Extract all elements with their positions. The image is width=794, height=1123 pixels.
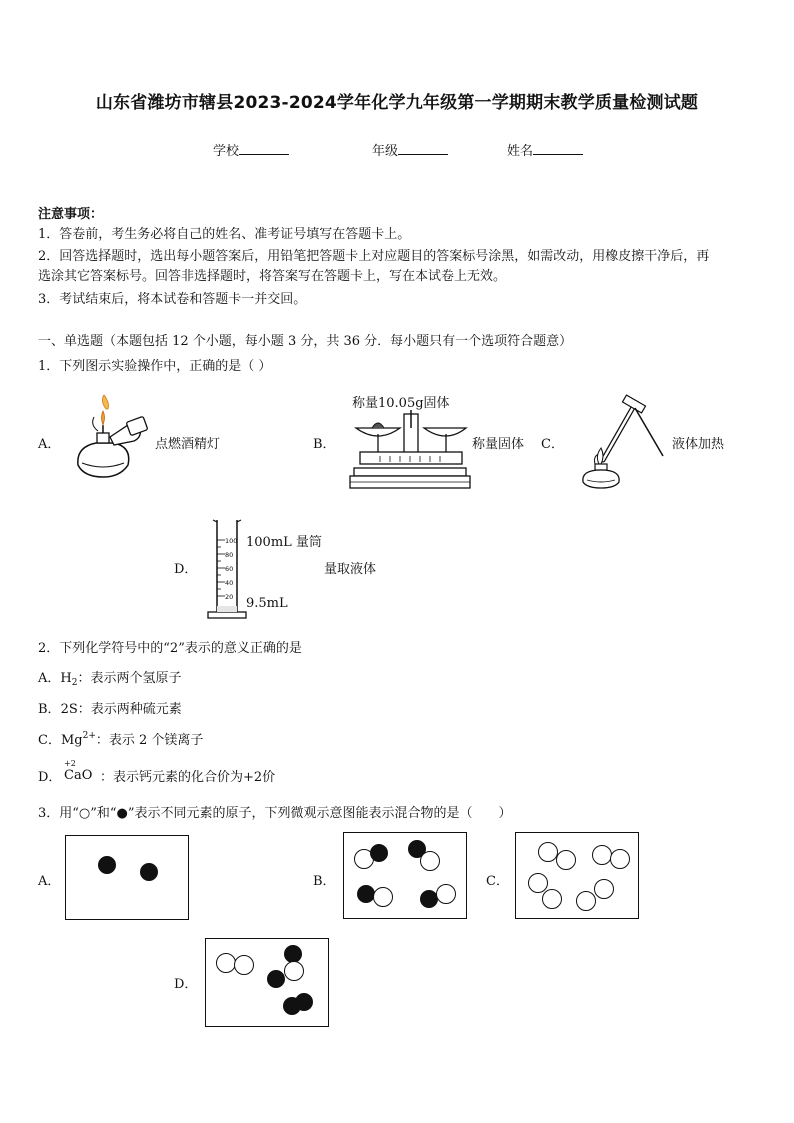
q3-c-letter: C．: [486, 874, 509, 889]
white-atom: [542, 889, 562, 909]
white-atom: [234, 955, 254, 975]
q3-b-letter: B．: [313, 874, 336, 889]
heating-test-tube-illustration: [575, 398, 670, 490]
note-item: 2．回答选择题时，选出每小题答案后，用铅笔把答题卡上对应题目的答案标号涂黑，如需改动，用橡皮擦干净后，再: [38, 249, 710, 264]
q2-a-letter: A．: [38, 671, 61, 686]
white-atom: [538, 842, 558, 862]
cyl-tick: 80: [225, 551, 234, 559]
q1-a-text: 点燃酒精灯: [155, 437, 221, 452]
balance-scale-illustration: [350, 408, 470, 493]
q1-c-text: 液体加热: [672, 437, 725, 452]
q3-a-letter: A．: [38, 874, 61, 889]
school-blank[interactable]: [239, 142, 289, 155]
cyl-tick: 100: [225, 537, 238, 545]
q1-d-letter: D．: [174, 562, 198, 577]
white-atom: [373, 887, 393, 907]
q3-a-diagram: [65, 835, 189, 920]
q2-a-symbol: H: [60, 671, 72, 686]
q2-d-symbol: CaO: [64, 768, 93, 783]
q2-c-text: ：表示 2 个镁离子: [95, 733, 204, 748]
black-atom: [140, 863, 158, 881]
grade-label: 年级: [372, 144, 399, 159]
name-field[interactable]: [507, 140, 583, 159]
school-field[interactable]: [213, 140, 289, 159]
note-item: 1．答卷前，考生务必将自己的姓名、准考证号填写在答题卡上。: [38, 227, 411, 242]
alcohol-lamp-illustration: [70, 395, 160, 485]
q3-c-diagram: [515, 832, 639, 919]
q1-d-label-volume: 100mL 量筒: [246, 535, 322, 550]
q3-stem: 3．用“○”和“●”表示不同元素的原子，下列微观示意图能表示混合物的是（ ）: [38, 806, 512, 821]
school-label: 学校: [213, 144, 240, 159]
white-atom: [420, 851, 440, 871]
q2-c-superscript: 2+: [82, 731, 96, 741]
black-atom: [98, 856, 116, 874]
white-atom: [576, 891, 596, 911]
graduated-cylinder-illustration: [205, 516, 250, 620]
q1-d-label-reading: 9.5mL: [246, 596, 288, 611]
q2-option-d: [38, 766, 61, 785]
q2-option-c: [38, 729, 203, 748]
q2-a-text: ：表示两个氢原子: [77, 671, 182, 686]
white-atom: [592, 845, 612, 865]
white-atom: [216, 953, 236, 973]
q2-b-text: ：表示两种硫元素: [77, 702, 182, 717]
name-label: 姓名: [507, 144, 534, 159]
notes-heading: 注意事项：: [38, 207, 104, 222]
white-atom: [594, 879, 614, 899]
q2-c-letter: C．: [38, 733, 61, 748]
q3-b-diagram: [343, 832, 467, 919]
q1-b-letter: B．: [313, 437, 336, 452]
cyl-tick: 40: [225, 579, 234, 587]
black-atom: [267, 970, 285, 988]
white-atom: [610, 849, 630, 869]
section-heading: 一、单选题（本题包括 12 个小题，每小题 3 分，共 36 分．每小题只有一个选项符合题意）: [38, 334, 573, 349]
cyl-tick: 20: [225, 593, 234, 601]
cyl-tick: 60: [225, 565, 234, 573]
q3-d-letter: D．: [174, 977, 198, 992]
q2-a-subscript: 2: [71, 678, 78, 688]
note-item: 3．考试结束后，将本试卷和答题卡一并交回。: [38, 292, 307, 307]
white-atom: [436, 884, 456, 904]
page-title: 山东省潍坊市辖县2023-2024学年化学九年级第一学期期末教学质量检测试题: [95, 93, 699, 113]
note-item: 选涂其它答案标号。回答非选择题时，将答案写在答题卡上，写在本试卷上无效。: [38, 269, 507, 284]
q2-c-symbol: Mg: [60, 733, 83, 748]
q1-b-top-label: 称量10.05g固体: [352, 396, 450, 411]
grade-blank[interactable]: [398, 142, 448, 155]
white-atom: [284, 961, 304, 981]
q2-b-symbol: 2S: [60, 702, 78, 717]
q2-d-valence: +2: [64, 759, 76, 768]
q2-b-letter: B．: [38, 702, 61, 717]
q3-d-diagram: [205, 938, 329, 1027]
black-atom: [295, 993, 313, 1011]
q1-d-text: 量取液体: [324, 562, 377, 577]
q1-a-letter: A．: [38, 437, 61, 452]
q2-stem: 2．下列化学符号中的“2”表示的意义正确的是: [38, 641, 302, 656]
q1-b-text: 称量固体: [472, 437, 525, 452]
q2-option-a: [38, 667, 181, 688]
q2-d-letter: D．: [38, 770, 62, 785]
grade-field[interactable]: [372, 140, 448, 159]
white-atom: [556, 850, 576, 870]
q2-option-b: [38, 698, 182, 717]
q2-d-text: ：表示钙元素的化合价为+2价: [100, 770, 276, 785]
black-atom: [370, 844, 388, 862]
q1-stem: 1．下列图示实验操作中，正确的是（ ）: [38, 359, 272, 374]
name-blank[interactable]: [533, 142, 583, 155]
q1-c-letter: C．: [541, 437, 564, 452]
